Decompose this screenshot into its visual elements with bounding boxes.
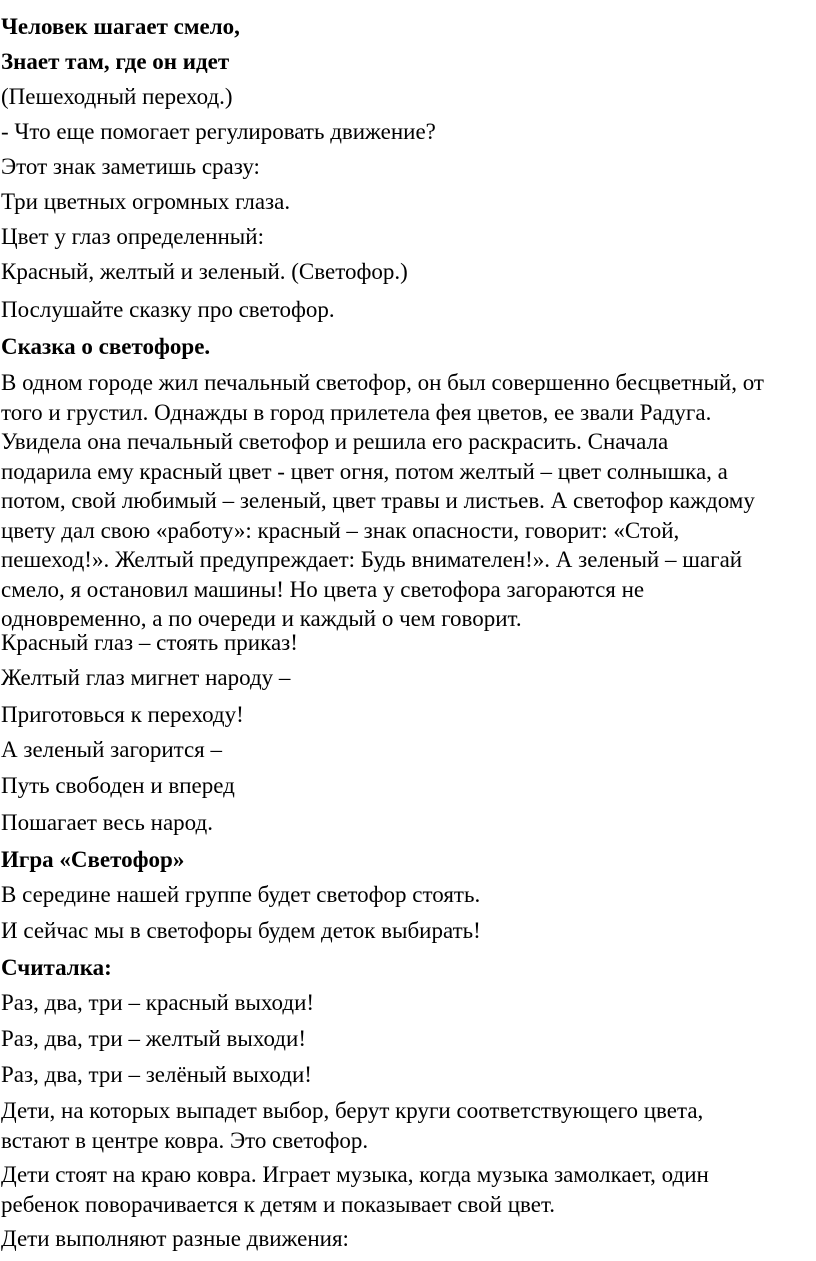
story-line: потом, свой любимый – зеленый, цвет травы и листьев. А светофор каждому <box>1 488 755 513</box>
story-line: того и грустил. Однажды в город прилетела фея цветов, ее звали Радуга. <box>1 399 712 425</box>
children-choice-paragraph <box>1 1096 703 1155</box>
paragraph-line: Дети, на которых выпадет выбор, берут круги соответствующего цвета, <box>1 1098 704 1123</box>
story-line: одновременно, а по очереди и каждый о чем говорит. <box>1 606 522 631</box>
last-line: Дети выполняют разные движения: <box>1 1226 349 1251</box>
riddle-line-4: Красный, желтый и зеленый. (Светофор.) <box>1 259 408 284</box>
poem-line: Путь свободен и вперед <box>1 773 235 798</box>
poem-line: Приготовься к переходу! <box>1 702 244 727</box>
poem-line: Красный глаз – стоять приказ! <box>1 630 298 655</box>
story-line: подарила ему красный цвет - цвет огня, потом желтый – цвет солнышка, а <box>1 458 728 484</box>
story-title: Сказка о светофоре. <box>1 334 211 359</box>
children-edge-paragraph <box>1 1160 709 1219</box>
counting-title: Считалка: <box>1 955 112 980</box>
verse-line-1: Человек шагает смело, <box>1 14 240 39</box>
story-line: В одном городе жил печальный светофор, он был совершенно бесцветный, от <box>1 370 764 395</box>
counting-line: Раз, два, три – красный выходи! <box>1 990 315 1015</box>
riddle-line-3: Цвет у глаз определенный: <box>1 224 264 249</box>
counting-line: Раз, два, три – зелёный выходи! <box>1 1062 312 1087</box>
poem-line: Желтый глаз мигнет народу – <box>1 665 291 690</box>
riddle-line-2: Три цветных огромных глаза. <box>1 189 291 214</box>
story-paragraph <box>1 368 764 634</box>
paragraph-line: Дети стоят на краю ковра. Играет музыка, когда музыка замолкает, один <box>1 1162 709 1187</box>
story-line: Увидела она печальный светофор и решила его раскрасить. Сначала <box>1 429 669 454</box>
question-line: - Что еще помогает регулировать движение? <box>1 119 436 144</box>
counting-line: Раз, два, три – желтый выходи! <box>1 1026 306 1051</box>
poem-line: Пошагает весь народ. <box>1 810 213 835</box>
paragraph-line: ребенок поворачивается к детям и показывает свой цвет. <box>1 1191 556 1217</box>
game-title: Игра «Светофор» <box>1 847 185 872</box>
game-line: И сейчас мы в светофоры будем деток выбирать! <box>1 918 481 943</box>
story-line: смело, я остановил машины! Но цвета у светофора загораются не <box>1 576 645 602</box>
game-line: В середине нашей группе будет светофор стоять. <box>1 882 481 907</box>
paragraph-line: встают в центре ковра. Это светофор. <box>1 1127 369 1153</box>
story-line: пешеход!». Желтый предупреждает: Будь внимателен!». А зеленый – шагай <box>1 547 743 572</box>
verse-answer: (Пешеходный переход.) <box>1 84 233 109</box>
riddle-line-1: Этот знак заметишь сразу: <box>1 154 260 179</box>
poem-line: А зеленый загорится – <box>1 737 222 762</box>
intro-line: Послушайте сказку про светофор. <box>1 297 335 322</box>
story-line: цвету дал свою «работу»: красный – знак опасности, говорит: «Стой, <box>1 517 680 543</box>
verse-line-2: Знает там, где он идет <box>1 49 230 74</box>
